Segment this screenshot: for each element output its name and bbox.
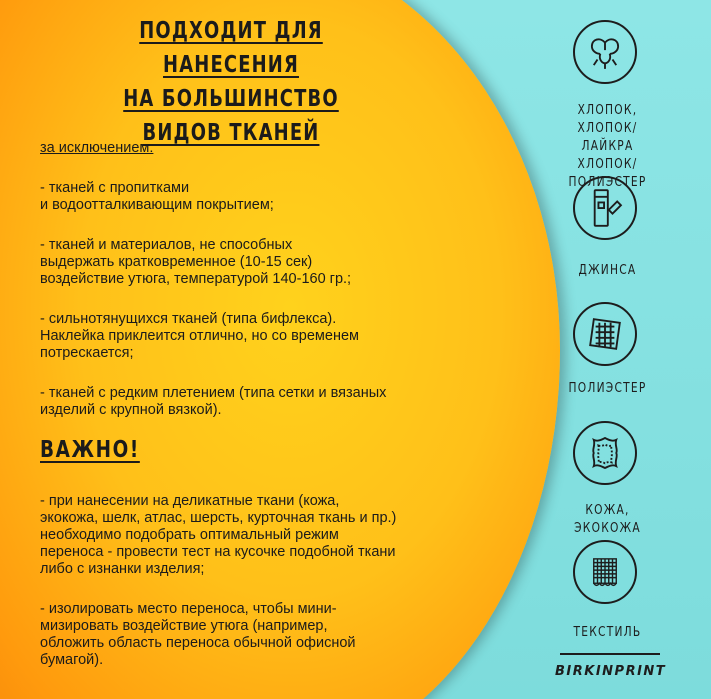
cotton-icon: [573, 20, 637, 84]
title-line-3: ВИДОВ ТКАНЕЙ: [142, 120, 320, 146]
label-polyester: ПОЛИЭСТЕР: [568, 381, 647, 396]
exception-item-3: - сильнотянущихся тканей (типа бифлекса). Наклейка приклеится отлично, но со временем потрескается;: [40, 311, 359, 361]
jeans-icon: [573, 176, 637, 240]
label-cotton: ХЛОПОК, ХЛОПОК/ЛАЙКРА ХЛОПОК/ПОЛИЭСТЕР: [568, 103, 647, 190]
brand-divider: [560, 653, 660, 655]
polyester-icon: [573, 302, 637, 366]
title: [79, 14, 383, 150]
exception-item-2: - тканей и материалов, не способных выдержать кратковременное (10-15 сек) воздействие утюга, температурой 140-160 гр.;: [40, 237, 352, 287]
important-item-2: - изолировать место переноса, чтобы мини- мизировать воздействие утюга (например, обложить область переноса обычной офисной бумагой).: [40, 601, 356, 668]
fabric-list: [540, 0, 711, 699]
title-line-1: ПОДХОДИТ ДЛЯ НАНЕСЕНИЯ: [139, 18, 323, 78]
leather-icon: [573, 421, 637, 485]
exception-heading: за исключением:: [40, 140, 154, 156]
title-line-2: НА БОЛЬШИНСТВО: [123, 86, 339, 112]
exception-item-4: - тканей с редким плетением (типа сетки и вязаных изделий с крупной вязкой).: [40, 385, 387, 418]
brand-logo: BIRKINPRINT: [555, 664, 667, 679]
textile-icon: [573, 540, 637, 604]
important-heading: ВАЖНО!: [40, 437, 140, 463]
label-leather: КОЖА, ЭКОКОЖА: [574, 503, 641, 536]
exception-item-1: - тканей с пропитками и водоотталкивающим покрытием;: [40, 180, 274, 213]
label-textile: ТЕКСТИЛЬ: [573, 625, 642, 640]
label-jeans: ДЖИНСА: [578, 263, 637, 278]
important-item-1: - при нанесении на деликатные ткани (кожа, экокожа, шелк, атлас, шерсть, курточная ткань и пр.) необходимо подобрать оптимальный режим переноса - провести тест на кусочке подобной ткани либо с изнанки изделия;: [40, 493, 397, 577]
